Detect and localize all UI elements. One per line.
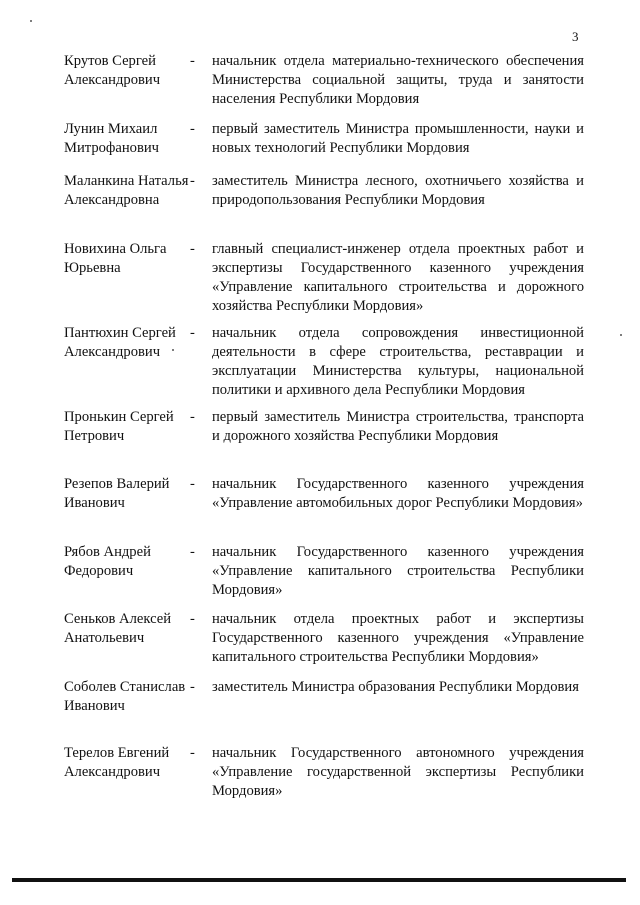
person-position: заместитель Министра образования Республики Мордовия: [212, 679, 579, 695]
separator-dash: -: [190, 611, 195, 627]
person-name: Крутов Сергей Александрович: [64, 53, 161, 88]
person-position: главный специалист-инженер отдела проектных работ и экспертизы Государственного казенного учреждения «Управление капитального строительства и дорожного хозяйства Республики Мордовия»: [212, 241, 584, 314]
separator-dash: -: [190, 173, 195, 189]
person-position: начальник отдела материально-технического обеспечения Министерства социальной защиты, труда и занятости населения Республики Мордовия: [212, 53, 584, 107]
person-name: Сеньков Алексей Анатольевич: [64, 611, 172, 646]
page-bottom-border: [12, 878, 626, 882]
person-name: Пронькин Сергей Петрович: [64, 409, 174, 444]
separator-dash: -: [190, 325, 195, 341]
person-position: начальник отдела проектных работ и экспертизы Государственного казенного учреждения «Управление капитального строительства Республики Мордовия»: [212, 611, 584, 665]
person-position: начальник отдела сопровождения инвестиционной деятельности в сфере строительства, реставрации и эксплуатации Министерства культуры, национальной политики и архивного дела Республики Мордовия: [212, 325, 584, 398]
person-name: Терелов Евгений Александрович: [64, 745, 170, 780]
person-name: Резепов Валерий Иванович: [64, 476, 170, 511]
person-position: заместитель Министра лесного, охотничьего хозяйства и природопользования Республики Мордовия: [212, 173, 584, 208]
person-position: первый заместитель Министра промышленности, науки и новых технологий Республики Мордовия: [212, 121, 584, 156]
person-position: начальник Государственного казенного учреждения «Управление капитального строительства Республики Мордовия»: [212, 544, 584, 598]
separator-dash: -: [190, 745, 195, 761]
person-name: Лунин Михаил Митрофанович: [64, 121, 160, 156]
scan-artifact-dot: [30, 20, 32, 22]
person-name: Соболев Станислав Иванович: [64, 679, 186, 714]
page-number: 3: [572, 29, 579, 44]
separator-dash: -: [190, 241, 195, 257]
person-name: Пантюхин Сергей Александрович: [64, 325, 176, 360]
separator-dash: -: [190, 544, 195, 560]
separator-dash: -: [190, 409, 195, 425]
separator-dash: -: [190, 476, 195, 492]
person-position: первый заместитель Министра строительства, транспорта и дорожного хозяйства Республики Мордовия: [212, 409, 584, 444]
person-name: Рябов Андрей Федорович: [64, 544, 151, 579]
person-position: начальник Государственного казенного учреждения «Управление автомобильных дорог Республики Мордовия»: [212, 476, 584, 511]
person-name: Новихина Ольга Юрьевна: [64, 241, 167, 276]
separator-dash: -: [190, 679, 195, 695]
person-name: Маланкина Наталья Александровна: [64, 173, 189, 208]
separator-dash: -: [190, 53, 195, 69]
scan-artifact-dot: [620, 334, 622, 336]
separator-dash: -: [190, 121, 195, 137]
person-position: начальник Государственного автономного учреждения «Управление государственной экспертизы Республики Мордовия»: [212, 745, 584, 799]
